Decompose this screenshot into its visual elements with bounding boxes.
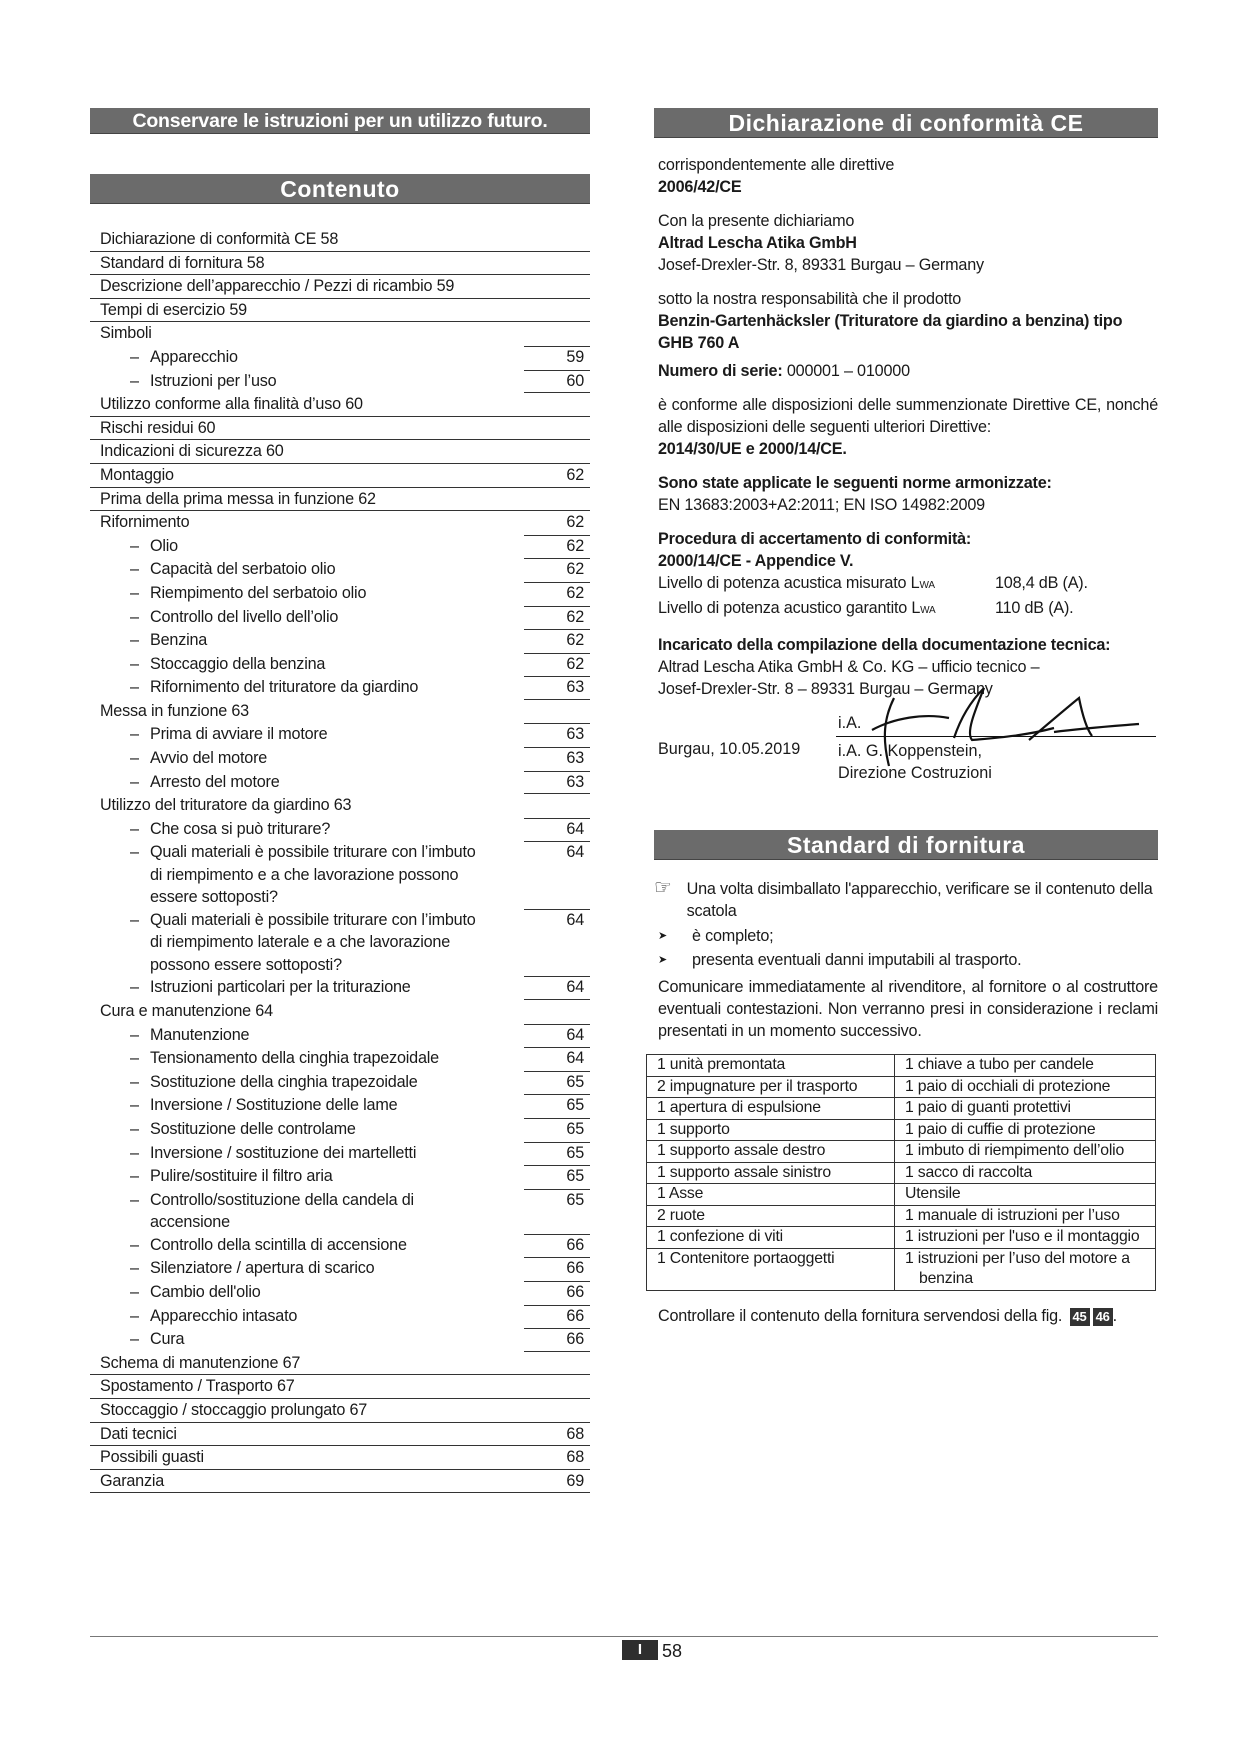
toc-subentry[interactable] — [90, 1142, 590, 1166]
standard-supply-banner: Standard di fornitura — [654, 830, 1158, 860]
toc-title: Inversione / Sostituzione delle lame — [150, 1096, 398, 1115]
toc-title: Schema di manutenzione 67 — [100, 1353, 301, 1372]
toc-page: 64 — [566, 910, 584, 929]
dash-bullet-icon: – — [130, 631, 139, 650]
toc-page: 68 — [566, 1424, 584, 1443]
table-cell — [647, 1184, 895, 1206]
signature-block — [654, 700, 1158, 812]
arrow-bullet-icon: ➤ — [658, 954, 668, 966]
toc-subentry[interactable] — [90, 723, 590, 747]
toc-subentry[interactable] — [90, 1305, 590, 1329]
table-row — [647, 1055, 1156, 1077]
toc-title: Rifornimento del trituratore da giardino — [150, 678, 419, 697]
toc-title: Rischi residui 60 — [100, 418, 216, 437]
toc-page: 63 — [566, 678, 584, 697]
toc-subentry[interactable] — [90, 1094, 590, 1118]
toc-title: Sostituzione delle controlame — [150, 1120, 356, 1138]
cell-text: 2 impugnature per il trasporto — [657, 1077, 858, 1095]
toc-title: Montaggio — [100, 465, 174, 484]
dash-bullet-icon: – — [130, 725, 139, 744]
dash-bullet-icon: – — [130, 1306, 139, 1325]
language-badge: I — [622, 1640, 658, 1660]
toc-entry[interactable] — [90, 1000, 590, 1024]
toc-subentry[interactable] — [90, 1047, 590, 1071]
figure-ref-45[interactable]: 45 — [1070, 1308, 1090, 1326]
toc-title: Dichiarazione di conformità CE 58 — [100, 230, 339, 248]
toc-title: Descrizione dell’apparecchio / Pezzi di ricambio 59 — [100, 277, 455, 296]
toc-title: Cambio dell'olio — [150, 1282, 261, 1301]
guaranteed-sub: WA — [920, 605, 936, 616]
toc-title: Stoccaggio / stoccaggio prolungato 67 — [100, 1400, 368, 1419]
arrow-bullet-icon: ➤ — [658, 930, 668, 942]
toc-title: Manutenzione — [150, 1025, 250, 1044]
toc-page: 65 — [566, 1190, 584, 1209]
toc-title: Spostamento / Trasporto 67 — [100, 1377, 295, 1396]
toc-title: Dati tecnici — [100, 1424, 177, 1443]
toc-subentry[interactable] — [90, 1024, 590, 1048]
dash-bullet-icon: – — [130, 654, 139, 673]
toc-subentry[interactable] — [90, 909, 590, 977]
toc-subentry[interactable] — [90, 1281, 590, 1305]
table-cell — [895, 1119, 1156, 1141]
keep-instructions-banner: Conservare le istruzioni per un utilizzo futuro. — [90, 108, 590, 134]
table-row — [647, 1119, 1156, 1141]
signer-name: i.A. G. Koppenstein, — [838, 742, 982, 760]
guaranteed-label: Livello di potenza acustico garantito L — [658, 599, 921, 617]
list-item: ➤ presenta eventuali danni imputabili al trasporto. — [658, 948, 1158, 972]
table-cell — [895, 1248, 1156, 1290]
cell-text: 1 Asse — [657, 1185, 704, 1202]
cell-text: 1 chiave a tubo per candele — [905, 1056, 1094, 1073]
toc-title: Inversione / sostituzione dei martelletti — [150, 1143, 417, 1162]
measured-level-row — [654, 572, 1158, 597]
toc-entry[interactable] — [90, 440, 590, 464]
toc-page: 62 — [566, 513, 584, 532]
toc-title: Prima di avviare il motore — [150, 725, 328, 744]
supply-table — [646, 1054, 1156, 1291]
table-cell — [895, 1227, 1156, 1249]
left-column — [90, 108, 590, 1493]
table-cell — [895, 1184, 1156, 1206]
toc-title: Rifornimento — [100, 513, 190, 532]
table-cell — [895, 1098, 1156, 1120]
note-text: Una volta disimballato l'apparecchio, verificare se il contenuto della scatola — [686, 880, 1153, 920]
complaint-text: Comunicare immediatamente al rivenditore, al fornitore o al costruttore eventuali contestazioni. Non verranno presi in considerazione i reclami presentati in un momento successivo. — [658, 978, 1158, 1040]
toc-entry[interactable] — [90, 1423, 590, 1447]
toc-title: Tensionamento della cinghia trapezoidale — [150, 1049, 439, 1068]
toc-title: Controllo del livello dell’olio — [150, 607, 339, 626]
measured-label: Livello di potenza acustica misurato L — [658, 574, 920, 592]
signer — [838, 740, 992, 784]
cell-text: 1 istruzioni per l'uso e il montaggio — [905, 1228, 1140, 1245]
procedure-label: Procedura di accertamento di conformità: — [658, 530, 972, 548]
toc-title: Avvio del motore — [150, 749, 268, 768]
tech-doc-line2: Josef-Drexler-Str. 8 – 89331 Burgau – Germany — [658, 680, 993, 698]
toc-page: 66 — [566, 1235, 584, 1254]
toc-entry[interactable] — [90, 1446, 590, 1470]
measured-sub: WA — [919, 580, 935, 591]
toc-subentry[interactable] — [90, 747, 590, 771]
toc-page: 66 — [566, 1259, 584, 1278]
tech-doc-label: Incaricato della compilazione della documentazione tecnica: — [658, 636, 1111, 654]
toc-entry[interactable] — [90, 1375, 590, 1399]
toc-page: 62 — [566, 560, 584, 579]
cell-text: 2 ruote — [657, 1206, 705, 1224]
directive: 2006/42/CE — [658, 178, 742, 196]
toc-page: 69 — [566, 1471, 584, 1490]
toc-page: 65 — [566, 1120, 584, 1138]
toc-page: 62 — [566, 583, 584, 602]
cell-text: 1 supporto — [657, 1120, 730, 1138]
table-cell — [895, 1076, 1156, 1098]
toc-subentry[interactable] — [90, 370, 590, 394]
toc-page: 62 — [566, 465, 584, 484]
product-name: Benzin-Gartenhäcksler (Trituratore da giardino a benzina) tipo GHB 760 A — [658, 312, 1123, 352]
toc-page: 65 — [566, 1072, 584, 1091]
toc-page: 68 — [566, 1448, 584, 1467]
cell-text: 1 confezione di viti — [657, 1228, 783, 1245]
toc-title: Utilizzo del trituratore da giardino 63 — [100, 796, 352, 815]
serial-value: 000001 – 010000 — [782, 362, 910, 380]
toc-page: 63 — [566, 725, 584, 744]
figure-ref-46[interactable]: 46 — [1093, 1308, 1113, 1326]
toc-page: 63 — [566, 749, 584, 768]
cell-text: 1 Contenitore portaoggetti — [657, 1249, 835, 1267]
procedure: 2000/14/CE - Appendice V. — [658, 552, 854, 570]
toc-page: 65 — [566, 1143, 584, 1162]
toc-page: 65 — [566, 1096, 584, 1115]
company-name: Altrad Lescha Atika GmbH — [658, 234, 857, 252]
dash-bullet-icon: – — [130, 1025, 139, 1044]
toc-subentry[interactable] — [90, 1165, 590, 1189]
cell-text: Utensile — [905, 1185, 961, 1202]
toc-title: Standard di fornitura 58 — [100, 253, 265, 272]
toc-entry[interactable] — [90, 511, 590, 535]
toc-page: 64 — [566, 1025, 584, 1044]
table-row — [647, 1205, 1156, 1227]
toc-subentry[interactable] — [90, 558, 590, 582]
toc-subentry[interactable] — [90, 818, 590, 842]
dash-bullet-icon: – — [130, 1330, 139, 1349]
cell-text: 1 paio di occhiali di protezione — [905, 1077, 1111, 1095]
table-row — [647, 1076, 1156, 1098]
toc-title: Cura — [150, 1330, 185, 1349]
toc-title: Simboli — [100, 324, 152, 343]
toc-title: Silenziatore / apertura di scarico — [150, 1259, 375, 1278]
toc-title: Benzina — [150, 631, 208, 650]
right-column — [654, 108, 1158, 1327]
toc-title: Istruzioni particolari per la triturazione — [150, 978, 411, 997]
table-cell — [895, 1055, 1156, 1077]
toc-page: 64 — [566, 819, 584, 838]
toc-title: Stoccaggio della benzina — [150, 654, 326, 673]
directive-intro: corrispondentemente alle direttive — [658, 156, 895, 174]
list-item: ➤ è completo; — [658, 924, 1158, 948]
toc-entry[interactable] — [90, 1352, 590, 1376]
toc-entry[interactable] — [90, 417, 590, 441]
toc-page: 62 — [566, 607, 584, 626]
signer-role: Direzione Costruzioni — [838, 764, 992, 782]
toc-entry[interactable] — [90, 700, 590, 724]
guaranteed-value: 110 dB (A). — [995, 599, 1074, 617]
toc-title: Indicazioni di sicurezza 60 — [100, 442, 284, 461]
table-cell — [647, 1076, 895, 1098]
toc-entry[interactable] — [90, 252, 590, 276]
toc-page: 66 — [566, 1330, 584, 1349]
toc-page: 63 — [566, 772, 584, 791]
toc-page: 64 — [566, 1049, 584, 1068]
toc-subentry[interactable] — [90, 346, 590, 370]
toc-title: Istruzioni per l’uso — [150, 371, 277, 390]
toc-title: Olio — [150, 536, 178, 555]
toc-subentry[interactable] — [90, 676, 590, 700]
further-directives: 2014/30/UE e 2000/14/CE. — [658, 440, 847, 458]
signature-ia: i.A. — [838, 714, 862, 732]
toc-page: 62 — [566, 631, 584, 650]
check-list — [654, 924, 1158, 972]
table-cell — [647, 1248, 895, 1290]
table-cell — [647, 1098, 895, 1120]
toc-subentry[interactable] — [90, 841, 590, 909]
toc-page: 62 — [566, 536, 584, 555]
toc-entry[interactable] — [90, 1470, 590, 1494]
table-cell — [647, 1162, 895, 1184]
toc-subentry[interactable] — [90, 1234, 590, 1258]
cell-text: 1 apertura di espulsione — [657, 1099, 821, 1116]
toc-subentry[interactable] — [90, 771, 590, 795]
toc-entry[interactable] — [90, 1399, 590, 1423]
page-number: 58 — [662, 1641, 683, 1661]
toc-page: 60 — [566, 371, 584, 390]
toc-subentry[interactable] — [90, 606, 590, 630]
toc-subentry[interactable] — [90, 1328, 590, 1352]
dash-bullet-icon: – — [130, 1282, 139, 1301]
toc-page: 65 — [566, 1167, 584, 1186]
dash-bullet-icon: – — [130, 749, 139, 768]
norms-list: EN 13683:2003+A2:2011; EN ISO 14982:2009 — [658, 496, 985, 514]
pointing-hand-icon: ☞ — [654, 877, 672, 899]
toc-subentry[interactable] — [90, 1071, 590, 1095]
toc-title: Utilizzo conforme alla finalità d’uso 60 — [100, 395, 363, 414]
toc-entry[interactable] — [90, 228, 590, 252]
dash-bullet-icon: – — [130, 1120, 139, 1138]
cell-text: 1 imbuto di riempimento dell’olio — [905, 1142, 1125, 1159]
table-cell — [895, 1162, 1156, 1184]
signature-line — [836, 736, 1156, 737]
toc-title: Che cosa si può triturare? — [150, 819, 331, 838]
norms-label: Sono state applicate le seguenti norme armonizzate: — [658, 474, 1052, 492]
table-cell — [647, 1141, 895, 1163]
dash-bullet-icon: – — [130, 910, 139, 929]
table-of-contents — [90, 228, 590, 1493]
dash-bullet-icon: – — [130, 1143, 139, 1162]
table-row — [647, 1227, 1156, 1249]
toc-title: Messa in funzione 63 — [100, 701, 249, 720]
serial-number — [654, 360, 1158, 382]
dash-bullet-icon: – — [130, 371, 139, 390]
toc-page: 59 — [566, 347, 584, 366]
cell-text: 1 supporto assale destro — [657, 1142, 826, 1159]
cell-text: 1 unità premontata — [657, 1056, 786, 1073]
table-row — [647, 1162, 1156, 1184]
measured-value: 108,4 dB (A). — [995, 574, 1088, 592]
dash-bullet-icon: – — [130, 1235, 139, 1254]
table-row — [647, 1248, 1156, 1290]
footer-divider — [90, 1636, 1158, 1637]
cell-text: 1 manuale di istruzioni per l’uso — [905, 1206, 1120, 1224]
table-row — [647, 1098, 1156, 1120]
table-row — [647, 1184, 1156, 1206]
dash-bullet-icon: – — [130, 1049, 139, 1068]
toc-page: 64 — [566, 978, 584, 997]
cell-text: 1 paio di cuffie di protezione — [905, 1120, 1096, 1138]
toc-title: Possibili guasti — [100, 1448, 204, 1467]
dash-bullet-icon: – — [130, 1190, 139, 1209]
toc-subentry[interactable] — [90, 1189, 590, 1234]
table-cell — [647, 1205, 895, 1227]
toc-subentry[interactable] — [90, 976, 590, 1000]
toc-subentry[interactable] — [90, 1257, 590, 1281]
dash-bullet-icon: – — [130, 843, 139, 862]
table-cell — [647, 1055, 895, 1077]
toc-page: 66 — [566, 1306, 584, 1325]
tech-doc-line1: Altrad Lescha Atika GmbH & Co. KG – ufficio tecnico – — [658, 658, 1040, 676]
toc-entry[interactable] — [90, 794, 590, 818]
responsibility-text: sotto la nostra responsabilità che il prodotto — [658, 290, 962, 308]
dash-bullet-icon: – — [130, 607, 139, 626]
toc-title: Pulire/sostituire il filtro aria — [150, 1167, 333, 1186]
toc-title: Arresto del motore — [150, 772, 280, 791]
toc-page: 64 — [566, 843, 584, 862]
toc-entry[interactable] — [90, 393, 590, 417]
table-row — [647, 1141, 1156, 1163]
table-cell — [647, 1119, 895, 1141]
dash-bullet-icon: – — [130, 1096, 139, 1115]
toc-entry[interactable] — [90, 275, 590, 299]
toc-title: Quali materiali è possibile triturare con l’imbuto di riempimento e a che lavorazione possono essere sottoposti? — [150, 843, 476, 907]
toc-title: Controllo della scintilla di accensione — [150, 1235, 407, 1254]
dash-bullet-icon: – — [130, 819, 139, 838]
toc-title: Sostituzione della cinghia trapezoidale — [150, 1072, 418, 1091]
toc-title: Apparecchio — [150, 347, 238, 366]
dash-bullet-icon: – — [130, 772, 139, 791]
dash-bullet-icon: – — [130, 583, 139, 602]
cell-text: 1 istruzioni per l’uso del motore a benzina — [905, 1249, 1130, 1287]
toc-title: Quali materiali è possibile triturare con l’imbuto di riempimento laterale e a che lavorazione possono essere sottoposti? — [150, 910, 476, 974]
toc-title: Garanzia — [100, 1471, 165, 1490]
toc-title: Prima della prima messa in funzione 62 — [100, 489, 376, 508]
table-cell — [895, 1141, 1156, 1163]
toc-subentry[interactable] — [90, 629, 590, 653]
guaranteed-level-row — [654, 597, 1158, 622]
serial-label: Numero di serie: — [658, 362, 783, 380]
dash-bullet-icon: – — [130, 536, 139, 555]
place-date: Burgau, 10.05.2019 — [658, 740, 801, 758]
toc-subentry[interactable] — [90, 582, 590, 606]
toc-title: Controllo/sostituzione della candela di accensione — [150, 1190, 414, 1232]
unpack-note — [654, 878, 1158, 922]
toc-page: 66 — [566, 1282, 584, 1301]
control-text: Controllare il contenuto della fornitura servendosi della fig. 45 46 . — [658, 1306, 1117, 1325]
toc-subentry[interactable] — [90, 535, 590, 559]
dash-bullet-icon: – — [130, 978, 139, 997]
toc-title: Capacità del serbatoio olio — [150, 560, 336, 579]
contents-banner: Contenuto — [90, 174, 590, 204]
toc-title: Cura e manutenzione 64 — [100, 1002, 273, 1021]
conformity-text: è conforme alle disposizioni delle summenzionate Direttive CE, nonché alle disposizioni delle seguenti ulteriori Direttive: — [658, 396, 1158, 436]
declare-text: Con la presente dichiariamo — [658, 212, 855, 230]
toc-title: Riempimento del serbatoio olio — [150, 583, 367, 602]
dash-bullet-icon: – — [130, 678, 139, 697]
dash-bullet-icon: – — [130, 1167, 139, 1186]
toc-entry[interactable] — [90, 464, 590, 488]
toc-title: Apparecchio intasato — [150, 1306, 298, 1325]
toc-entry[interactable] — [90, 322, 590, 346]
dash-bullet-icon: – — [130, 560, 139, 579]
table-cell — [647, 1227, 895, 1249]
toc-subentry[interactable] — [90, 1118, 590, 1142]
toc-page: 62 — [566, 654, 584, 673]
dash-bullet-icon: – — [130, 1259, 139, 1278]
table-cell — [895, 1205, 1156, 1227]
cell-text: 1 sacco di raccolta — [905, 1163, 1033, 1181]
company-address: Josef-Drexler-Str. 8, 89331 Burgau – Germany — [658, 256, 984, 274]
dash-bullet-icon: – — [130, 347, 139, 366]
cell-text: 1 supporto assale sinistro — [657, 1163, 831, 1181]
toc-entry[interactable] — [90, 488, 590, 512]
toc-subentry[interactable] — [90, 653, 590, 677]
cell-text: 1 paio di guanti protettivi — [905, 1099, 1071, 1116]
toc-entry[interactable] — [90, 299, 590, 323]
ce-declaration-banner: Dichiarazione di conformità CE — [654, 108, 1158, 138]
toc-title: Tempi di esercizio 59 — [100, 300, 247, 319]
dash-bullet-icon: – — [130, 1072, 139, 1091]
